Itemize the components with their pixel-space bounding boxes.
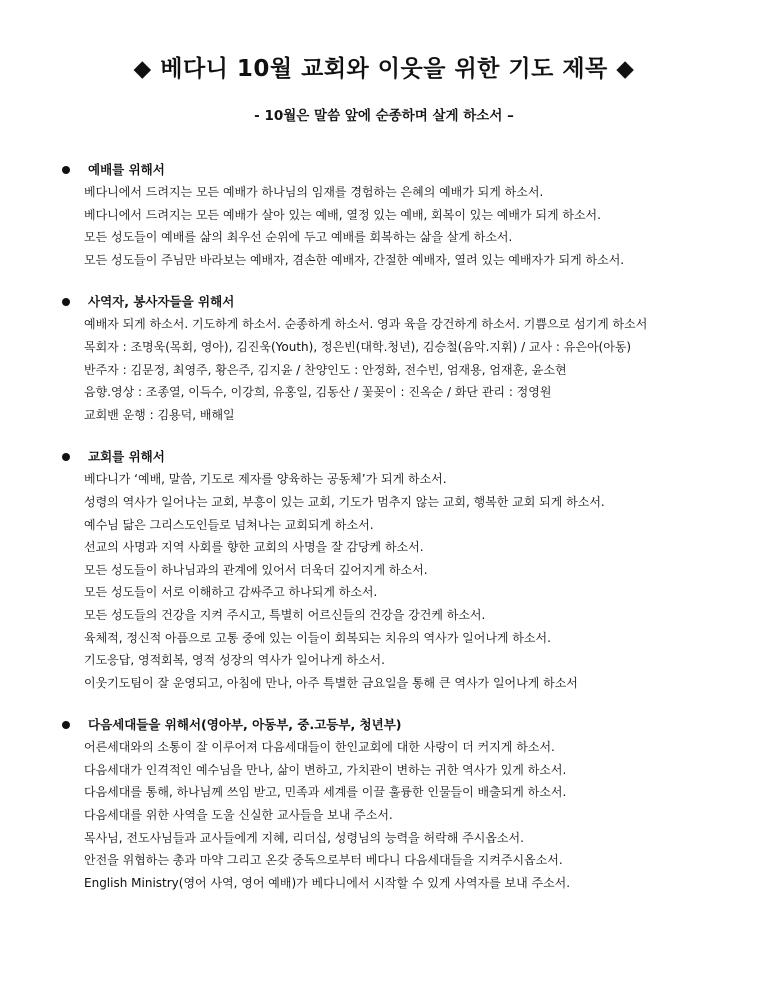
bullet-icon xyxy=(62,721,70,729)
section-heading-text: 예배를 위해서 xyxy=(88,162,165,177)
prayer-line: 모든 성도들이 예배를 삶의 최우선 순위에 두고 예배를 회복하는 삶을 살게 하소서. xyxy=(84,230,513,245)
prayer-line: 음향.영상 : 조종열, 이득수, 이강희, 유홍일, 김동산 / 꽃꽂이 : 진옥순 / 화단 관리 : 정영원 xyxy=(84,385,552,400)
prayer-line: 예수님 닮은 그리스도인들로 넘쳐나는 교회되게 하소서. xyxy=(84,517,374,532)
prayer-line: 다음세대를 위한 사역을 도울 신실한 교사들을 보내 주소서. xyxy=(84,808,393,823)
prayer-line: 육체적, 정신적 아픔으로 고통 중에 있는 이들이 회복되는 치유의 역사가 일어나게 하소서. xyxy=(84,630,551,645)
page-subtitle: - 10월은 말씀 앞에 순종하며 살게 하소서 – xyxy=(254,108,514,124)
prayer-line: 어른세대와의 소통이 잘 이루어져 다음세대들이 한인교회에 대한 사랑이 더 커지게 하소서. xyxy=(84,740,555,755)
prayer-line: 다음세대를 통해, 하나님께 쓰임 받고, 민족과 세계를 이끌 훌륭한 인물들이 배출되게 하소서. xyxy=(84,785,567,800)
prayer-line: 베다니가 ‘예배, 말씀, 기도로 제자를 양육하는 공동체’가 되게 하소서. xyxy=(84,472,447,487)
prayer-line: 다음세대가 인격적인 예수님을 만나, 삶이 변하고, 가치관이 변하는 귀한 역사가 있게 하소서. xyxy=(84,762,567,777)
prayer-line: 모든 성도들이 주님만 바라보는 예배자, 겸손한 예배자, 간절한 예배자, 열려 있는 예배자가 되게 하소서. xyxy=(84,252,625,267)
prayer-line: 목회자 : 조명욱(목회, 영아), 김진욱(Youth), 정은빈(대학.청년), 김승철(음악.지휘) / 교사 : 유은아(아동) xyxy=(84,339,632,354)
section-heading xyxy=(0,158,768,181)
prayer-line: 안전을 위협하는 총과 마약 그리고 온갖 중독으로부터 베다니 다음세대들을 지켜주시옵소서. xyxy=(84,853,563,868)
section-heading-text: 사역자, 봉사자들을 위해서 xyxy=(88,294,235,310)
prayer-line: 기도응답, 영적회복, 영적 성장의 역사가 일어나게 하소서. xyxy=(84,653,385,668)
prayer-line: 예배자 되게 하소서. 기도하게 하소서. 순종하게 하소서. 영과 육을 강건하게 하소서. 기쁨으로 섬기게 하소서 xyxy=(84,317,648,332)
section-worship xyxy=(0,158,768,271)
prayer-sections xyxy=(0,158,768,913)
section-heading-text: 다음세대들을 위해서(영아부, 아동부, 중.고등부, 청년부) xyxy=(88,717,402,733)
prayer-line: 베다니에서 드려지는 모든 예배가 하나님의 임재를 경험하는 은혜의 예배가 되게 하소서. xyxy=(84,185,544,199)
page-title: ◆ 베다니 10월 교회와 이웃을 위한 기도 제목 ◆ xyxy=(133,56,635,82)
prayer-line: 모든 성도들이 하나님과의 관계에 있어서 더욱더 깊어지게 하소서. xyxy=(84,562,428,577)
bullet-icon xyxy=(62,453,70,461)
section-heading xyxy=(0,290,768,313)
prayer-line: 베다니에서 드려지는 모든 예배가 살아 있는 예배, 열정 있는 예배, 회복이 있는 예배가 되게 하소서. xyxy=(84,207,601,222)
prayer-line: 선교의 사명과 지역 사회를 향한 교회의 사명을 잘 감당케 하소서. xyxy=(84,540,424,555)
prayer-line: 목사님, 전도사님들과 교사들에게 지혜, 리더십, 성령님의 능력을 허락해 주시옵소서. xyxy=(84,830,524,845)
section-heading xyxy=(0,445,768,468)
section-heading-text: 교회를 위해서 xyxy=(88,449,165,465)
prayer-line: 모든 성도들이 서로 이해하고 감싸주고 하나되게 하소서. xyxy=(84,585,378,600)
prayer-line: English Ministry(영어 사역, 영어 예배)가 베다니에서 시작할 수 있게 사역자를 보내 주소서. xyxy=(84,875,571,890)
bullet-icon xyxy=(62,298,70,306)
prayer-line: 이웃기도팀이 잘 운영되고, 아침에 만나, 아주 특별한 금요일을 통해 큰 역사가 일어나게 하소서 xyxy=(84,675,578,690)
prayer-line: 성령의 역사가 일어나는 교회, 부흥이 있는 교회, 기도가 멈추지 않는 교회, 행복한 교회 되게 하소서. xyxy=(84,494,605,509)
section-ministers xyxy=(0,290,768,426)
prayer-line: 반주자 : 김문정, 최영주, 황은주, 김지윤 / 찬양인도 : 안정화, 전수빈, 엄재용, 엄재훈, 윤소현 xyxy=(84,362,567,377)
section-heading xyxy=(0,713,768,736)
prayer-line: 모든 성도들의 건강을 지켜 주시고, 특별히 어르신들의 건강을 강건케 하소서. xyxy=(84,607,486,622)
bullet-icon xyxy=(62,166,70,174)
section-next-generation xyxy=(0,713,768,894)
section-church xyxy=(0,445,768,694)
prayer-line: 교회밴 운행 : 김용덕, 배해일 xyxy=(84,407,235,422)
